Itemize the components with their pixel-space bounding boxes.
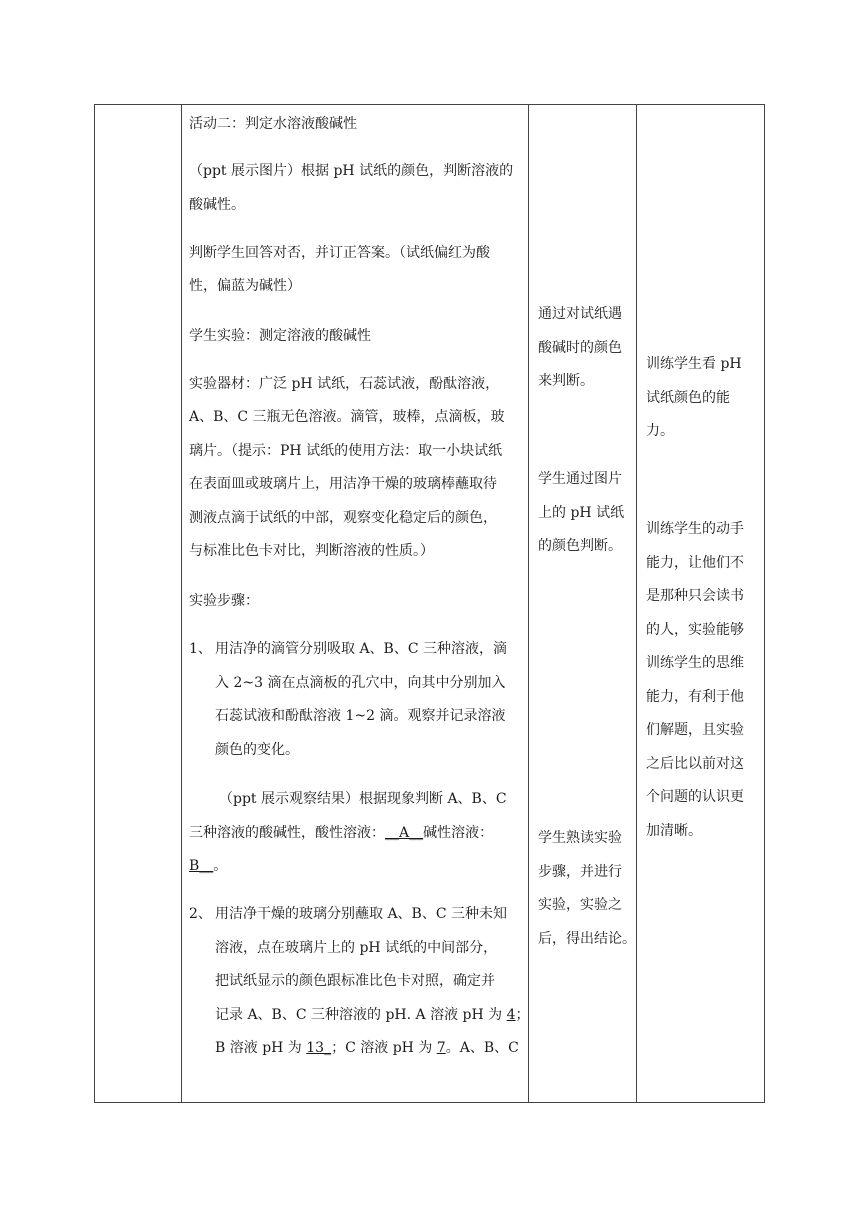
student-activity-cell: [528, 105, 636, 1102]
step-2-number: 2、: [189, 906, 212, 922]
design-intent-text: 们解题，且实验: [646, 722, 744, 738]
student-activity-text: 的颜色判断。: [538, 538, 622, 554]
step-2-text: 用洁净干燥的玻璃分别蘸取 A、B、C 三种未知: [215, 906, 508, 922]
design-intent-text: 训练学生的动手: [646, 521, 744, 537]
design-intent-cell: [636, 105, 766, 1102]
student-activity-text: 步骤，并进行: [538, 864, 622, 880]
student-activity-text: 酸碱时的颜色: [538, 340, 622, 356]
materials-text: 在表面皿或玻璃片上，用洁净干燥的玻璃棒蘸取待: [189, 476, 497, 492]
design-intent-text: 加清晰。: [646, 823, 702, 839]
student-activity-text: 上的 pH 试纸: [538, 505, 625, 521]
step-2-text: B 溶液 pH 为 13_；C 溶液 pH 为 7。A、B、C: [215, 1040, 519, 1056]
materials-text: 与标准比色卡对比，判断溶液的性质。）: [189, 543, 434, 559]
materials-text: 实验器材：广泛 pH 试纸，石蕊试液，酚酞溶液，: [189, 376, 500, 392]
ph-c-answer: 7: [436, 1040, 446, 1056]
result-text: （ppt 展示观察结果）根据现象判断 A、B、C: [219, 791, 507, 807]
student-activity-text: 学生通过图片: [538, 471, 622, 487]
ph-b-answer: 13_: [306, 1040, 332, 1056]
student-activity-text: 来判断。: [538, 373, 594, 389]
step-1-text: 颜色的变化。: [215, 742, 299, 758]
student-activity-text: 通过对试纸遇: [538, 306, 622, 322]
acid-answer: __A__: [385, 825, 424, 841]
student-activity-text: 学生熟读实验: [538, 830, 622, 846]
teacher-activity-cell: [181, 105, 528, 1102]
base-answer: B__: [189, 858, 214, 874]
steps-title: 实验步骤：: [189, 593, 259, 609]
design-intent-text: 是那种只会读书: [646, 588, 744, 604]
design-intent-text: 能力，有利于他: [646, 689, 744, 705]
lesson-plan-table: [94, 104, 765, 1103]
materials-text: 测液点滴于试纸的中部，观察变化稳定后的颜色，: [189, 510, 497, 526]
step-2-text: 记录 A、B、C 三种溶液的 pH. A 溶液 pH 为 4；: [215, 1007, 530, 1023]
result-text: B__。: [189, 858, 228, 874]
judge-text: 判断学生回答对否，并订正答案。（试纸偏红为酸: [189, 245, 490, 261]
experiment-title: 学生实验：测定溶液的酸碱性: [189, 328, 371, 344]
activity-title: 活动二：判定水溶液酸碱性: [189, 116, 357, 132]
step-1-text: 石蕊试液和酚酞溶液 1~2 滴。观察并记录溶液: [215, 708, 506, 724]
step-2-text: 溶液，点在玻璃片上的 pH 试纸的中间部分，: [215, 940, 498, 956]
ppt-text: 酸碱性。: [189, 197, 245, 213]
design-intent-text: 能力，让他们不: [646, 555, 744, 571]
student-activity-text: 实验，实验之: [538, 897, 622, 913]
design-intent-text: 试纸颜色的能: [646, 390, 730, 406]
materials-text: 璃片。（提示：PH 试纸的使用方法：取一小块试纸: [189, 443, 503, 459]
step-1-text: 用洁净的滴管分别吸取 A、B、C 三种溶液，滴: [215, 641, 508, 657]
result-text: 三种溶液的酸碱性，酸性溶液：__A__碱性溶液：: [189, 825, 494, 841]
design-intent-text: 之后比以前对这: [646, 756, 744, 772]
design-intent-text: 个问题的认识更: [646, 789, 744, 805]
ppt-text: （ppt 展示图片）根据 pH 试纸的颜色，判断溶液的: [189, 163, 514, 179]
materials-text: A、B、C 三瓶无色溶液。滴管，玻棒，点滴板，玻: [189, 409, 505, 425]
design-intent-text: 的人，实验能够: [646, 622, 744, 638]
design-intent-text: 训练学生看 pH: [646, 356, 742, 372]
ph-a-answer: 4: [506, 1007, 516, 1023]
design-intent-text: 训练学生的思维: [646, 655, 744, 671]
judge-text: 性，偏蓝为碱性）: [189, 278, 301, 294]
column-1-cell: [95, 105, 181, 1102]
student-activity-text: 后，得出结论。: [538, 931, 636, 947]
design-intent-text: 力。: [646, 423, 674, 439]
step-2-text: 把试纸显示的颜色跟标准比色卡对照，确定并: [215, 973, 495, 989]
step-1-number: 1、: [189, 641, 212, 657]
step-1-text: 入 2~3 滴在点滴板的孔穴中，向其中分别加入: [215, 675, 506, 691]
